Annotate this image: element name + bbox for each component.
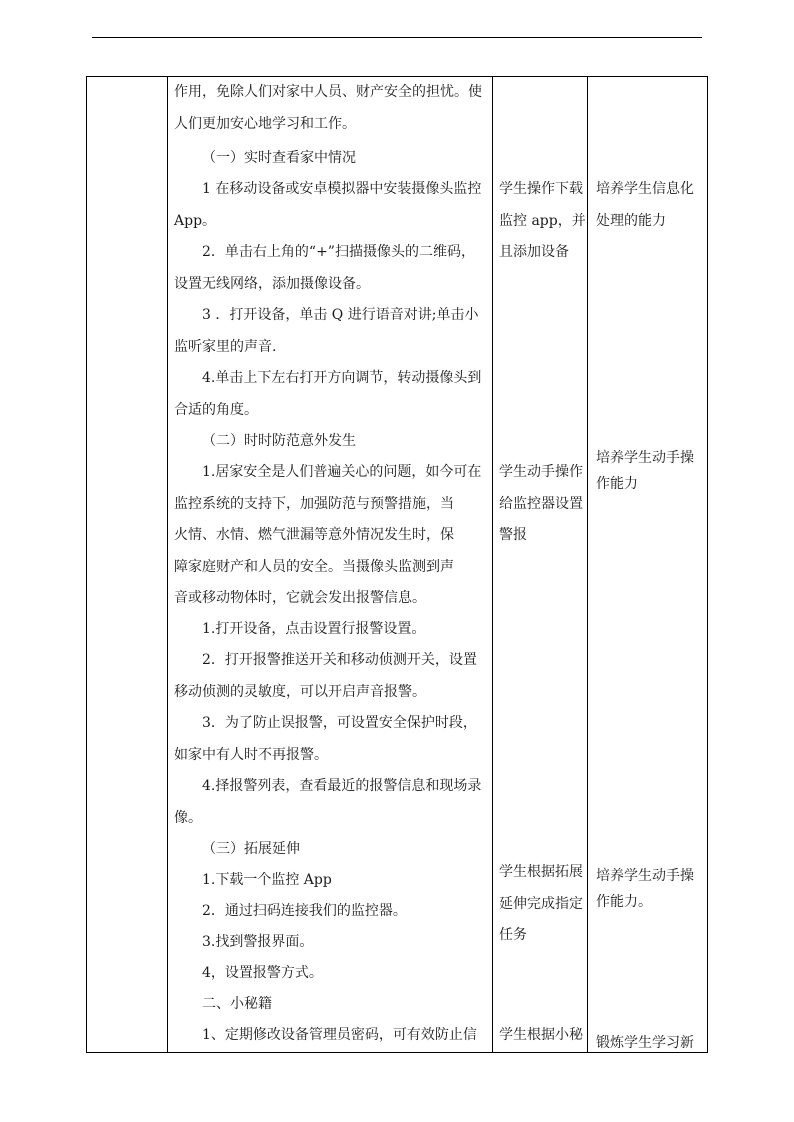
design-intent-4: 锻炼学生学习新 [596, 1035, 694, 1051]
student-activity-3: 学生根据拓展 延伸完成指定 任务 [499, 864, 583, 943]
paragraph-step-2: 2．单击右上角的“+”扫描摄像头的二维码， 设置无线网络，添加摄像设备。 [174, 244, 475, 292]
paragraph-home-safety: 1.居家安全是人们普遍关心的问题，如今可在 监控系统的支持下，加强防范与预警措施，当 火情、水情、燃气泄漏等意外情况发生时，保 障家庭财产和人员的安全。当摄像头监测到声 音或移动物体时，它就会发出报警信息。 [174, 464, 482, 606]
paragraph-alarm-step-4: 4.择报警列表，查看最近的报警信息和现场录 像。 [174, 778, 482, 826]
teaching-content-cell [168, 77, 493, 1053]
paragraph-alarm-step-1: 1.打开设备，点击设置行报警设置。 [202, 621, 426, 637]
header-rule [92, 37, 702, 38]
paragraph-step-4: 4.单击上下左右打开方向调节，转动摄像头到 合适的角度。 [174, 370, 482, 418]
student-activity-4: 学生根据小秘 [499, 1027, 583, 1043]
paragraph-tips-1: 1、定期修改设备管理员密码，可有效防止信 [202, 1027, 477, 1043]
paragraph-intro: 作用，免除人们对家中人员、财产安全的担忧。使 人们更加安心地学习和工作。 [174, 84, 482, 132]
section-heading-3: （三）拓展延伸 [202, 841, 300, 857]
paragraph-alarm-step-2: 2．打开报警推送开关和移动侦测开关，设置 移动侦测的灵敏度，可以开启声音报警。 [174, 652, 477, 700]
student-activity-cell [493, 77, 588, 1053]
section-heading-4: 二、小秘籍 [202, 996, 272, 1012]
paragraph-extend-step-3: 3.找到警报界面。 [202, 934, 314, 950]
paragraph-step-1: 1 在移动设备或安卓模拟器中安装摄像头监控 App。 [174, 181, 482, 229]
empty-cell [87, 77, 168, 1053]
section-heading-2: （二）时时防范意外发生 [202, 433, 356, 449]
design-intent-3: 培养学生动手操 作能力。 [596, 868, 694, 910]
paragraph-extend-step-1: 1.下载一个监控 App [202, 872, 332, 888]
design-intent-cell [588, 77, 708, 1053]
paragraph-step-3: 3 ．打开设备，单击 Q 进行语音对讲;单击小 监听家里的声音. [174, 307, 479, 355]
section-heading-1: （一）实时查看家中情况 [202, 150, 356, 166]
design-intent-1: 培养学生信息化 处理的能力 [596, 181, 694, 229]
design-intent-2: 培养学生动手操 作能力 [596, 450, 694, 492]
lesson-plan-table [86, 76, 708, 1053]
paragraph-extend-step-2: 2．通过扫码连接我们的监控器。 [202, 903, 407, 919]
table-row [87, 77, 708, 1053]
student-activity-1: 学生操作下载 监控 app，并 且添加设备 [499, 181, 586, 260]
paragraph-alarm-step-3: 3．为了防止误报警，可设置安全保护时段， 如家中有人时不再报警。 [174, 715, 477, 763]
paragraph-extend-step-4: 4，设置报警方式。 [202, 965, 323, 981]
student-activity-2: 学生动手操作 给监控器设置 警报 [499, 464, 583, 543]
